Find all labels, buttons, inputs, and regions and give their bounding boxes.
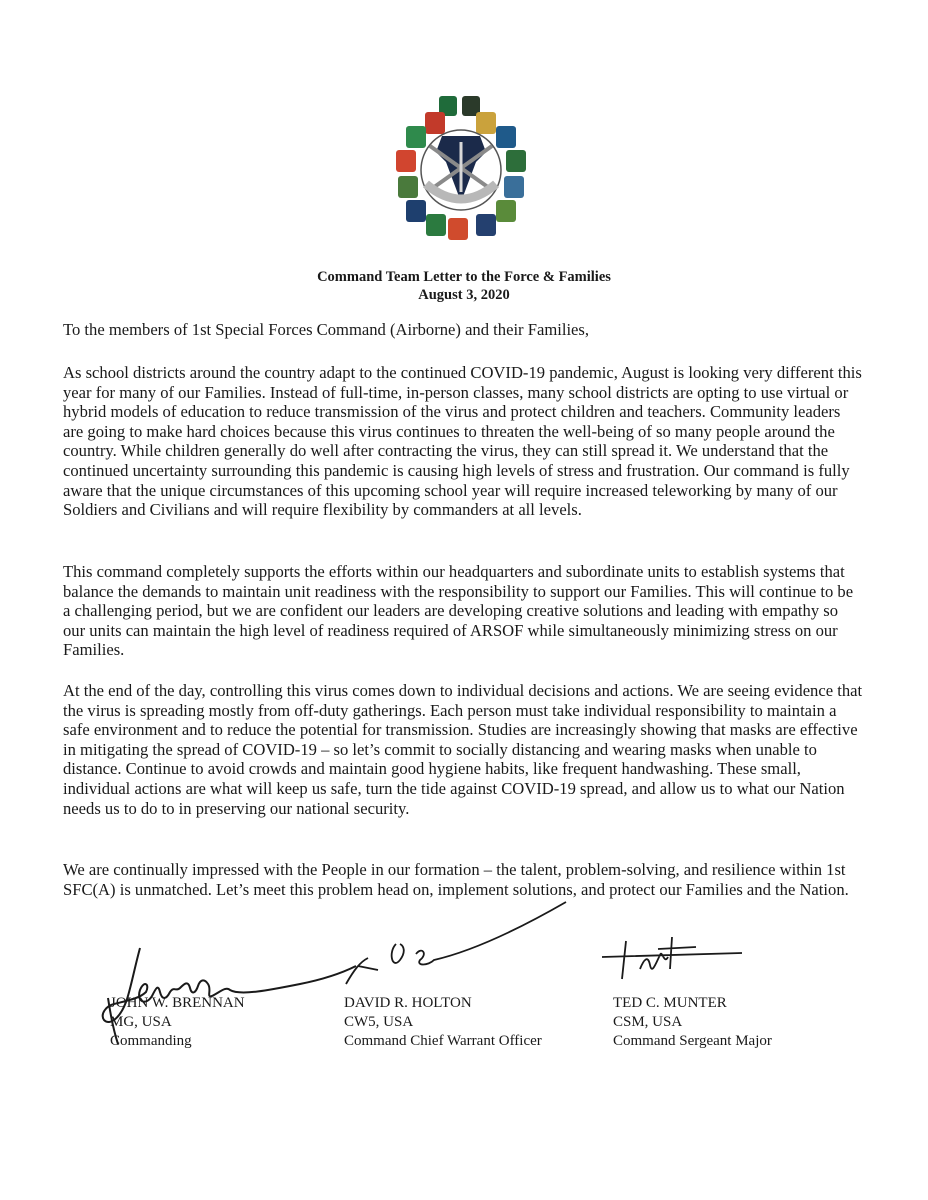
signatory-rank: CSM, USA xyxy=(613,1014,683,1030)
signature-block-3 xyxy=(613,994,772,1051)
heading-title: Command Team Letter to the Force & Families xyxy=(317,269,611,285)
signature-block-2 xyxy=(344,994,542,1051)
signatory-title: Command Sergeant Major xyxy=(613,1033,772,1049)
signatory-rank: MG, USA xyxy=(110,1014,172,1030)
signature-holton xyxy=(330,900,570,990)
paragraph-2 xyxy=(63,562,863,660)
crest-center xyxy=(421,130,501,210)
paragraph-text: At the end of the day, controlling this virus comes down to individual decisions and actions. We are seeing evidence that the virus is spreading mostly from off-duty gatherings. Each person must take individual responsibility to maintain a safe environment and to reduce the potential for transmission. Studies are increasingly showing that masks are effective in mitigating the spread of COVID-19 – so let’s commit to socially distancing and wearing masks when unable to distance. Continue to avoid crowds and maintain good hygiene habits, like frequent handwashing. These small, individual actions are what will keep us safe, turn the tide against COVID-19 spread, and allow us to what our Nation needs us to do to in preserving our national security. xyxy=(63,681,863,818)
paragraph-4 xyxy=(63,860,863,899)
signatory-title: Command Chief Warrant Officer xyxy=(344,1033,542,1049)
heading-date: August 3, 2020 xyxy=(418,287,510,303)
signatory-title: Commanding xyxy=(110,1033,192,1049)
paragraph-text: We are continually impressed with the People in our formation – the talent, problem-solving, and resilience within 1st SFC(A) is unmatched. Let’s meet this problem head on, implement solutions, and protect our Families and the Nation. xyxy=(63,860,849,899)
salutation-text: To the members of 1st Special Forces Command (Airborne) and their Families, xyxy=(63,320,590,339)
salutation xyxy=(63,320,863,340)
signatory-name: TED C. MUNTER xyxy=(613,995,727,1011)
signature-block-1 xyxy=(110,994,245,1051)
paragraph-text: As school districts around the country adapt to the continued COVID-19 pandemic, August is looking very different this year for many of our Families. Instead of full-time, in-person classes, many school districts are opting to use virtual or hybrid models of education to reduce transmission of the virus and protect children and teachers. Community leaders are going to make hard choices because this virus continues to threaten the well-being of so many people around the country. While children generally do well after contracting the virus, they can still spread it. We understand that the continued uncertainty surrounding this pandemic is causing high levels of stress and frustration. Our command is fully aware that the unique circumstances of this upcoming school year will require increased teleworking by many of our Soldiers and Civilians and will require flexibility by commanders at all levels. xyxy=(63,363,862,520)
signatory-name: DAVID R. HOLTON xyxy=(344,995,472,1011)
signature-munter xyxy=(592,935,762,995)
paragraph-text: This command completely supports the efforts within our headquarters and subordinate units to establish systems that balance the demands to maintain unit readiness with the responsibility to support our Families. This will continue to be a challenging period, but we are confident our leaders are developing creative solutions and leading with empathy so our units can maintain the high level of readiness required of ARSOF while simultaneously minimizing stress on our Families. xyxy=(63,562,854,660)
unit-crest-icon xyxy=(392,92,530,242)
signatory-rank: CW5, USA xyxy=(344,1014,414,1030)
signatory-name: JOHN W. BRENNAN xyxy=(110,995,245,1011)
letter-heading xyxy=(0,268,928,304)
paragraph-3 xyxy=(63,681,863,818)
paragraph-1 xyxy=(63,363,863,520)
